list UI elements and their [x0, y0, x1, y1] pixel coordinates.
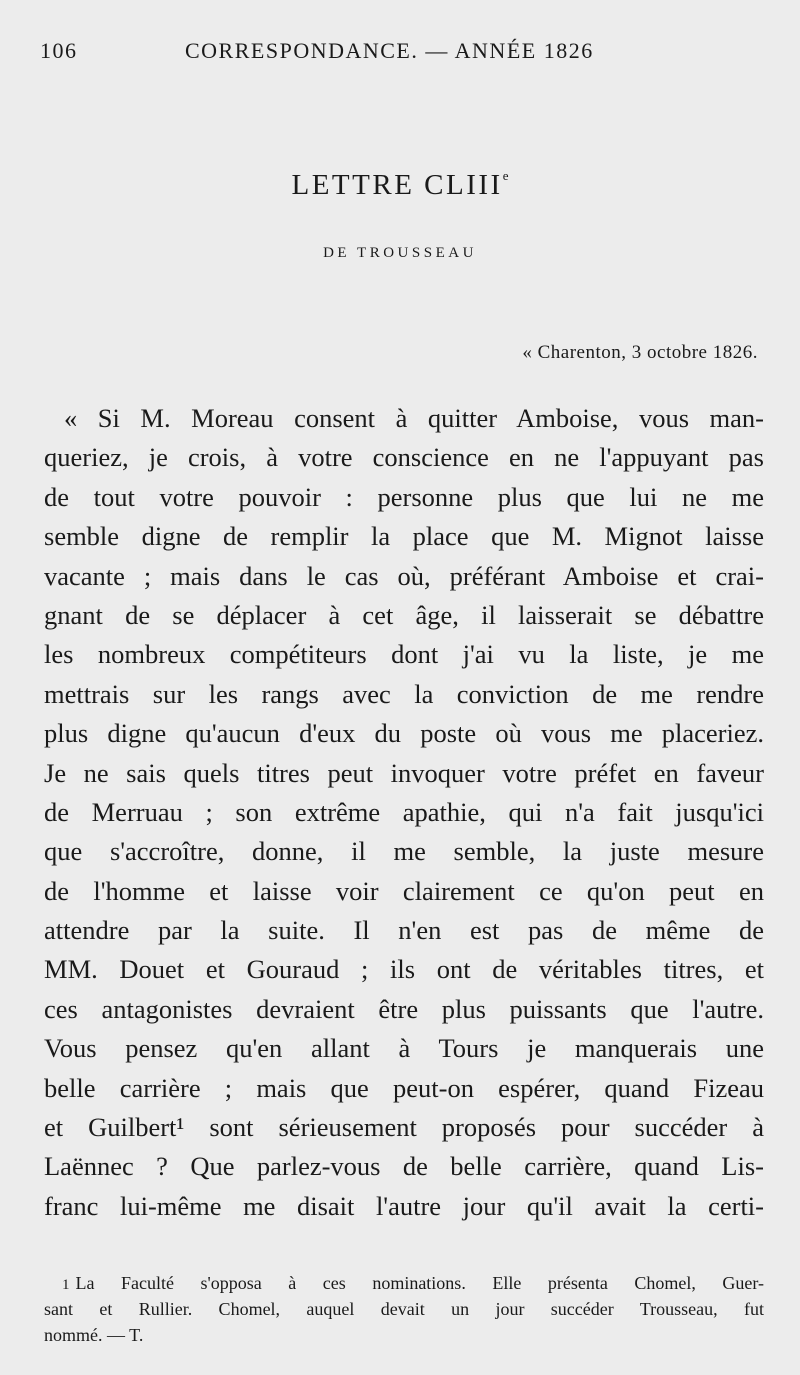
body-line: « Si M. Moreau consent à quitter Amboise, vous man- [64, 403, 764, 433]
footnote-line [44, 1270, 764, 1296]
footnote-line: sant et Rullier. Chomel, auquel devait un jour succéder Trousseau, fut [44, 1299, 764, 1319]
body-line: semble digne de remplir la place que M. Mignot laisse [44, 521, 764, 552]
footnote-marker: 1 [62, 1277, 70, 1293]
body-line: MM. Douet et Gouraud ; ils ont de véritables titres, et [44, 954, 764, 985]
body-line: mettrais sur les rangs avec la conviction de me rendre [44, 678, 764, 709]
letter-dateline: « Charenton, 3 octobre 1826. [522, 342, 758, 363]
body-line: queriez, je crois, à votre conscience en ne l'appuyant pas [44, 442, 764, 473]
letter-title-text: LETTRE CLIII [291, 169, 503, 201]
body-line: Vous pensez qu'en allant à Tours je manquerais une [44, 1033, 764, 1064]
body-line: plus digne qu'aucun d'eux du poste où vous me placeriez. [44, 718, 764, 749]
running-header [40, 38, 760, 68]
body-line: et Guilbert¹ sont sérieusement proposés pour succéder à [44, 1112, 764, 1143]
footnote-line-text: La Faculté s'opposa à ces nominations. Elle présenta Chomel, Guer- [75, 1273, 764, 1293]
body-line: de l'homme et laisse voir clairement ce qu'on peut en [44, 875, 764, 906]
body-line: franc lui-même me disait l'autre jour qu'il avait la certi- [44, 1190, 764, 1221]
letter-author: DE TROUSSEAU [323, 245, 477, 261]
running-title: CORRESPONDANCE. — ANNÉE 1826 [185, 38, 594, 63]
body-line: ces antagonistes devraient être plus puissants que l'autre. [44, 993, 764, 1024]
body-line: de tout votre pouvoir : personne plus que lui ne me [44, 481, 764, 512]
footnote-line: nommé. — T. [44, 1325, 144, 1345]
body-line: vacante ; mais dans le cas où, préférant Amboise et crai- [44, 560, 764, 591]
letter-title [0, 168, 800, 202]
body-line: de Merruau ; son extrême apathie, qui n'a fait jusqu'ici [44, 796, 764, 827]
letter-title-superscript: e [502, 168, 509, 183]
body-line: belle carrière ; mais que peut-on espérer, quand Fizeau [44, 1072, 764, 1103]
letter-body [44, 399, 764, 1226]
body-line: que s'accroître, donne, il me semble, la juste mesure [44, 836, 764, 867]
body-line: Je ne sais quels titres peut invoquer votre préfet en faveur [44, 757, 764, 788]
page-number: 106 [40, 38, 78, 63]
body-line: gnant de se déplacer à cet âge, il laisserait se débattre [44, 599, 764, 630]
footnote [44, 1270, 764, 1348]
body-line: attendre par la suite. Il n'en est pas de même de [44, 915, 764, 946]
body-line: les nombreux compétiteurs dont j'ai vu la liste, je me [44, 639, 764, 670]
body-line: Laënnec ? Que parlez-vous de belle carrière, quand Lis- [44, 1151, 764, 1182]
